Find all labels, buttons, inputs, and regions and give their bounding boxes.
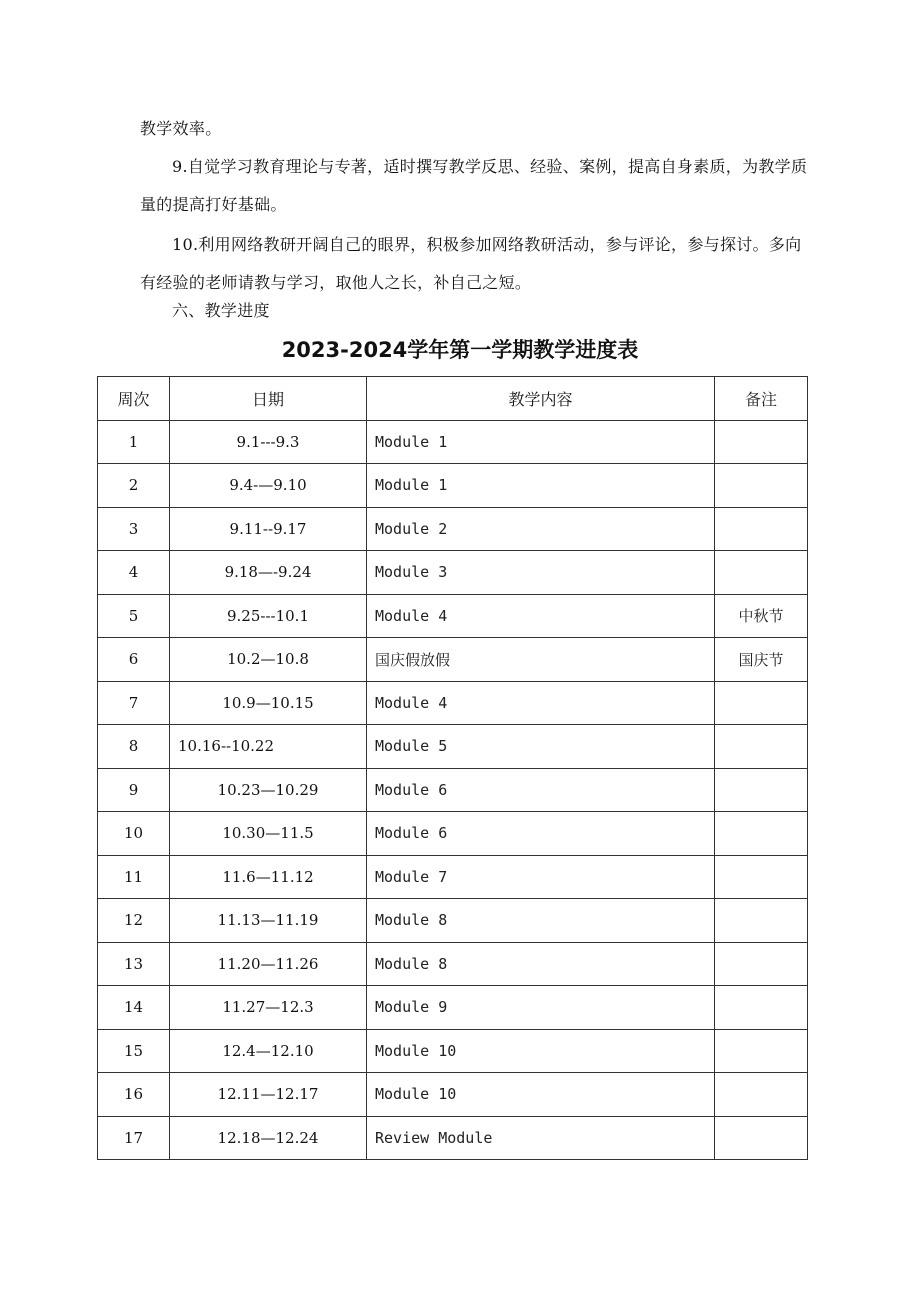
content-cell: Module 1 bbox=[367, 464, 715, 508]
week-cell: 4 bbox=[98, 551, 170, 595]
table-row bbox=[98, 551, 808, 595]
paragraph-item-9: 9.自觉学习教育理论与专著，适时撰写教学反思、经验、案例，提高自身素质，为教学质量的提高打好基础。 bbox=[140, 157, 808, 214]
table-row bbox=[98, 855, 808, 899]
notes-cell bbox=[715, 986, 808, 1030]
content-cell: Module 5 bbox=[367, 725, 715, 769]
content-cell: Module 2 bbox=[367, 507, 715, 551]
notes-cell bbox=[715, 681, 808, 725]
week-cell: 7 bbox=[98, 681, 170, 725]
notes-cell: 国庆节 bbox=[715, 638, 808, 682]
notes-cell: 中秋节 bbox=[715, 594, 808, 638]
content-cell: Module 4 bbox=[367, 681, 715, 725]
content-cell: Module 6 bbox=[367, 768, 715, 812]
content-cell: Module 4 bbox=[367, 594, 715, 638]
notes-cell bbox=[715, 942, 808, 986]
content-cell: Module 8 bbox=[367, 942, 715, 986]
content-cell: Module 9 bbox=[367, 986, 715, 1030]
week-cell: 1 bbox=[98, 420, 170, 464]
date-cell: 10.23—10.29 bbox=[170, 768, 367, 812]
paragraph-continuation: 教学效率。 bbox=[140, 119, 222, 138]
content-cell: 国庆假放假 bbox=[367, 638, 715, 682]
date-cell: 11.20—11.26 bbox=[170, 942, 367, 986]
table-row bbox=[98, 1073, 808, 1117]
date-cell: 12.18—12.24 bbox=[170, 1116, 367, 1160]
date-cell: 9.1---9.3 bbox=[170, 420, 367, 464]
paragraph-item-10: 10.利用网络教研开阔自己的眼界，积极参加网络教研活动，参与评论，参与探讨。多向有经验的老师请教与学习，取他人之长，补自己之短。 bbox=[140, 235, 802, 292]
table-row bbox=[98, 942, 808, 986]
table-row bbox=[98, 1029, 808, 1073]
notes-cell bbox=[715, 1073, 808, 1117]
content-cell: Module 10 bbox=[367, 1073, 715, 1117]
content-cell: Module 10 bbox=[367, 1029, 715, 1073]
table-row bbox=[98, 768, 808, 812]
table-row bbox=[98, 986, 808, 1030]
content-cell: Module 7 bbox=[367, 855, 715, 899]
week-cell: 11 bbox=[98, 855, 170, 899]
week-cell: 12 bbox=[98, 899, 170, 943]
header-date: 日期 bbox=[170, 377, 367, 421]
notes-cell bbox=[715, 1029, 808, 1073]
table-row bbox=[98, 725, 808, 769]
section-heading: 六、教学进度 bbox=[172, 301, 270, 320]
week-cell: 10 bbox=[98, 812, 170, 856]
week-cell: 6 bbox=[98, 638, 170, 682]
header-week: 周次 bbox=[98, 377, 170, 421]
content-cell: Module 8 bbox=[367, 899, 715, 943]
date-cell: 11.6—11.12 bbox=[170, 855, 367, 899]
notes-cell bbox=[715, 464, 808, 508]
date-cell: 9.4-—9.10 bbox=[170, 464, 367, 508]
date-cell: 10.9—10.15 bbox=[170, 681, 367, 725]
table-row bbox=[98, 594, 808, 638]
notes-cell bbox=[715, 725, 808, 769]
notes-cell bbox=[715, 768, 808, 812]
notes-cell bbox=[715, 855, 808, 899]
table-title: 2023-2024学年第一学期教学进度表 bbox=[281, 338, 639, 362]
week-cell: 17 bbox=[98, 1116, 170, 1160]
header-content: 教学内容 bbox=[367, 377, 715, 421]
date-cell: 9.25---10.1 bbox=[170, 594, 367, 638]
week-cell: 9 bbox=[98, 768, 170, 812]
date-cell: 11.13—11.19 bbox=[170, 899, 367, 943]
week-cell: 14 bbox=[98, 986, 170, 1030]
schedule-table bbox=[97, 376, 808, 1160]
header-notes: 备注 bbox=[715, 377, 808, 421]
notes-cell bbox=[715, 420, 808, 464]
table-row bbox=[98, 681, 808, 725]
week-cell: 13 bbox=[98, 942, 170, 986]
date-cell: 9.11--9.17 bbox=[170, 507, 367, 551]
date-cell: 10.2—10.8 bbox=[170, 638, 367, 682]
week-cell: 16 bbox=[98, 1073, 170, 1117]
table-row bbox=[98, 899, 808, 943]
notes-cell bbox=[715, 812, 808, 856]
notes-cell bbox=[715, 899, 808, 943]
notes-cell bbox=[715, 551, 808, 595]
table-row bbox=[98, 420, 808, 464]
date-cell: 10.16--10.22 bbox=[170, 725, 367, 769]
content-cell: Module 6 bbox=[367, 812, 715, 856]
table-row bbox=[98, 1116, 808, 1160]
date-cell: 10.30—11.5 bbox=[170, 812, 367, 856]
notes-cell bbox=[715, 507, 808, 551]
table-row bbox=[98, 464, 808, 508]
date-cell: 12.4—12.10 bbox=[170, 1029, 367, 1073]
content-cell: Review Module bbox=[367, 1116, 715, 1160]
date-cell: 9.18—-9.24 bbox=[170, 551, 367, 595]
week-cell: 15 bbox=[98, 1029, 170, 1073]
date-cell: 11.27—12.3 bbox=[170, 986, 367, 1030]
content-cell: Module 3 bbox=[367, 551, 715, 595]
week-cell: 2 bbox=[98, 464, 170, 508]
date-cell: 12.11—12.17 bbox=[170, 1073, 367, 1117]
week-cell: 3 bbox=[98, 507, 170, 551]
week-cell: 5 bbox=[98, 594, 170, 638]
content-cell: Module 1 bbox=[367, 420, 715, 464]
table-row bbox=[98, 638, 808, 682]
notes-cell bbox=[715, 1116, 808, 1160]
table-row bbox=[98, 507, 808, 551]
week-cell: 8 bbox=[98, 725, 170, 769]
table-row bbox=[98, 812, 808, 856]
table-header-row bbox=[98, 377, 808, 421]
